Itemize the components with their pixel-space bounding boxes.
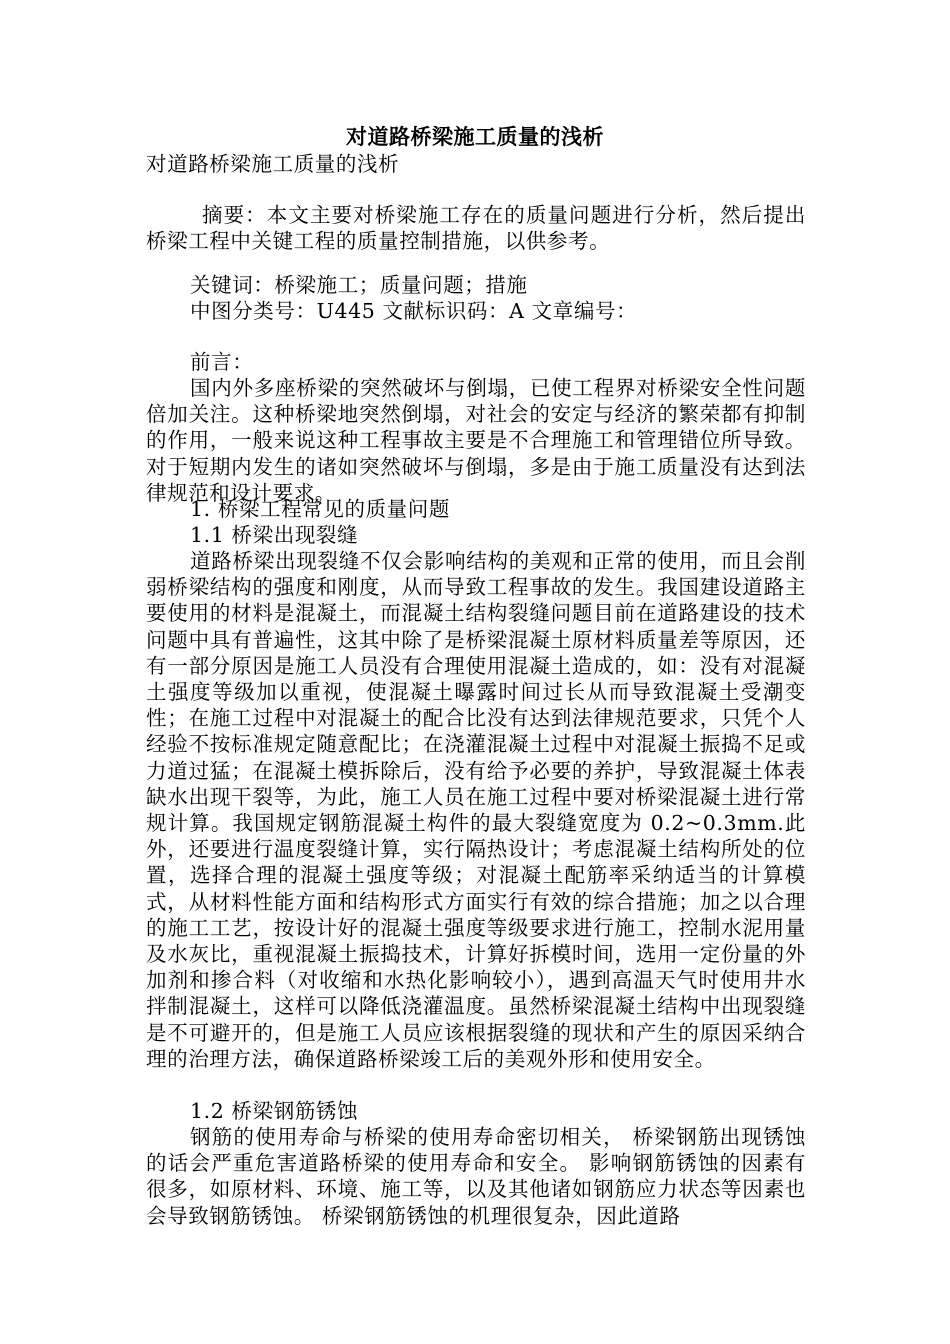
- section-1-1-paragraph: 道路桥梁出现裂缝不仅会影响结构的美观和正常的使用，而且会削弱桥梁结构的强度和刚度，从而导致工程事故的发生。我国建设道路主要使用的材料是混凝土，而混凝土结构裂缝问题目前在道路建设的技术问题中具有普遍性，这其中除了是桥梁混凝土原材料质量差等原因，还有一部分原因是施工人员没有合理使用混凝土造成的，如：没有对混凝土强度等级加以重视，使混凝土曝露时间过长从而导致混凝土受潮变性；在施工过程中对混凝土的配合比没有达到法律规范要求，只凭个人经验不按标准规定随意配比；在浇灌混凝土过程中对混凝土振捣不足或力道过猛；在混凝土模拆除后，没有给予必要的养护，导致混凝土体表缺水出现干裂等，为此，施工人员在施工过程中要对桥梁混凝土进行常规计算。我国规定钢筋混凝土构件的最大裂缝宽度为 0.2~0.3mm.此外，还要进行温度裂缝计算，实行隔热设计；考虑混凝土结构所处的位置，选择合理的混凝土强度等级；对混凝土配筋率采纳适当的计算模式，从材料性能方面和结构形式方面实行有效的综合措施；加之以合理的施工工艺，按设计好的混凝土强度等级要求进行施工，控制水泥用量及水灰比，重视混凝土振捣技术，计算好拆模时间，选用一定份量的外加剂和掺合料（对收缩和水热化影响较小），遇到高温天气时使用井水拌制混凝土，这样可以降低浇灌温度。虽然桥梁混凝土结构中出现裂缝是不可避开的，但是施工人员应该根据裂缝的现状和产生的原因采纳合理的治理方法，确保道路桥梁竣工后的美观外形和使用安全。: [146, 549, 806, 1071]
- keywords-line: 关键词：桥梁施工；质量问题；措施: [190, 273, 528, 297]
- section-1-1-heading: 1.1 桥梁出现裂缝: [190, 523, 359, 547]
- preface-paragraph: 国内外多座桥梁的突然破坏与倒塌，已使工程界对桥梁安全性问题倍加关注。这种桥梁地突然倒塌，对社会的安定与经济的繁荣都有抑制的作用，一般来说这种工程事故主要是不合理施工和管理错位所导致。对于短期内发生的诸如突然破坏与倒塌，多是由于施工质量没有达到法律规范和设计要求。: [146, 376, 806, 505]
- section-1-2-paragraph: 钢筋的使用寿命与桥梁的使用寿命密切相关， 桥梁钢筋出现锈蚀的话会严重危害道路桥梁的使用寿命和安全。 影响钢筋锈蚀的因素有很多，如原材料、环境、施工等，以及其他诸如钢筋应力状态等因素也会导致钢筋锈蚀。 桥梁钢筋锈蚀的机理很复杂，因此道路: [146, 1125, 806, 1228]
- section-1-heading: 1. 桥梁工程常见的质量问题: [190, 497, 450, 521]
- document-subtitle: 对道路桥梁施工质量的浅析: [146, 152, 400, 176]
- classification-line: 中图分类号：U445 文献标识码：A 文章编号：: [190, 299, 638, 323]
- preface-label: 前言：: [190, 350, 254, 374]
- section-1-2-heading: 1.2 桥梁钢筋锈蚀: [190, 1099, 359, 1123]
- abstract-paragraph: 摘要：本文主要对桥梁施工存在的质量问题进行分析，然后提出桥梁工程中关键工程的质量控制措施，以供参考。: [146, 203, 806, 254]
- document-title: 对道路桥梁施工质量的浅析: [346, 124, 604, 149]
